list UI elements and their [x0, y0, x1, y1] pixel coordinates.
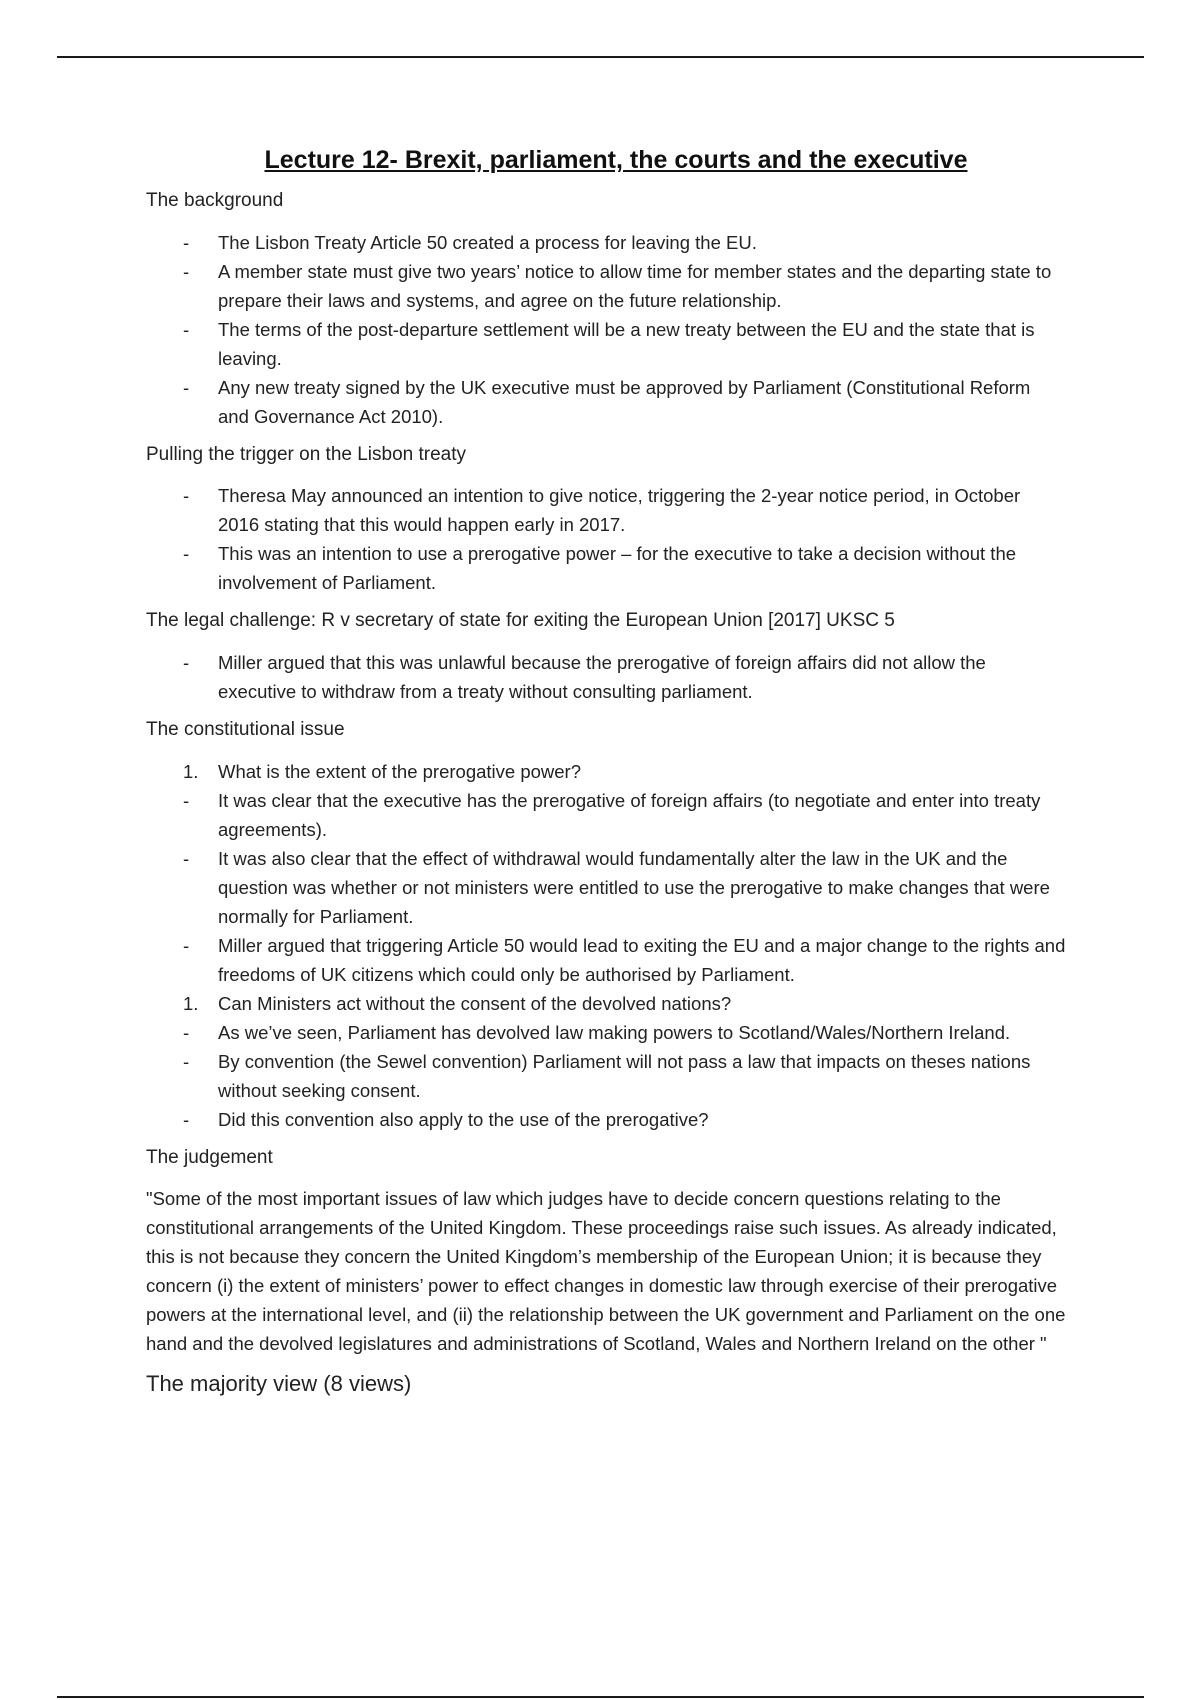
- bullet-list: [146, 481, 1066, 597]
- list-item: [146, 931, 1066, 989]
- list-marker: -: [183, 485, 190, 507]
- bullet-list: [146, 228, 1066, 431]
- list-item: [146, 1105, 1066, 1134]
- list-item-text: Miller argued that triggering Article 50 would lead to exiting the EU and a major change to the rights and freedoms of UK citizens which could only be authorised by Parliament.: [218, 934, 1066, 985]
- list-item: [146, 373, 1066, 431]
- list-marker: 1.: [183, 992, 199, 1014]
- list-item: [146, 315, 1066, 373]
- list-item-text: The terms of the post-departure settlement will be a new treaty between the EU and the state that is leaving.: [218, 318, 1035, 369]
- section-heading: The background: [146, 190, 284, 211]
- list-marker: -: [183, 934, 190, 956]
- list-marker: -: [183, 789, 190, 811]
- list-item-text: By convention (the Sewel convention) Parliament will not pass a law that impacts on theses nations without seeking consent.: [218, 1050, 1031, 1101]
- list-item: [146, 648, 1066, 706]
- list-item: [146, 539, 1066, 597]
- list-marker: -: [183, 260, 190, 282]
- bottom-rule: [57, 1696, 1144, 1698]
- list-item-text: A member state must give two years’ notice to allow time for member states and the departing state to prepare their laws and systems, and agree on the future relationship.: [218, 260, 1052, 311]
- document-body: [146, 146, 1066, 1413]
- list-item-text: Theresa May announced an intention to give notice, triggering the 2-year notice period, in October 2016 stating that this would happen early in 2017.: [218, 485, 1021, 536]
- section-heading: Pulling the trigger on the Lisbon treaty: [146, 443, 467, 465]
- list-item-text: Miller argued that this was unlawful because the prerogative of foreign affairs did not allow the executive to withdraw from a treaty without consulting parliament.: [218, 652, 986, 703]
- list-marker: -: [183, 543, 190, 565]
- list-item: [146, 786, 1066, 844]
- list-item: [146, 257, 1066, 315]
- list-marker: -: [183, 1021, 190, 1043]
- top-rule: [57, 56, 1144, 58]
- list-marker: -: [183, 376, 190, 398]
- list-marker: -: [183, 652, 190, 674]
- list-item-text: The Lisbon Treaty Article 50 created a process for leaving the EU.: [218, 231, 757, 253]
- list-item-text: What is the extent of the prerogative power?: [218, 760, 582, 782]
- list-marker: -: [183, 1050, 190, 1072]
- section-heading: The constitutional issue: [146, 719, 345, 741]
- list-marker: -: [183, 847, 190, 869]
- list-marker: 1.: [183, 760, 199, 782]
- list-item: [146, 1018, 1066, 1047]
- list-item: [146, 757, 1066, 786]
- list-marker: -: [183, 231, 190, 253]
- list-marker: -: [183, 318, 190, 340]
- judgement-quote: "Some of the most important issues of law which judges have to decide concern questions relating to the constitutional arrangements of the United Kingdom. These proceedings raise such issues. As already indicated, this is not because they concern the United Kingdom’s membership of the European Union; it is because they concern (i) the extent of ministers’ power to effect changes in domestic law through exercise of their prerogative powers at the international level, and (ii) the relationship between the UK government and Parliament on the one hand and the devolved legislatures and administrations of Scotland, Wales and Northern Ireland on the other ": [146, 1188, 1066, 1355]
- bullet-list: [146, 757, 1066, 1134]
- list-item: [146, 989, 1066, 1018]
- list-item: [146, 1047, 1066, 1105]
- list-item-text: This was an intention to use a prerogative power – for the executive to take a decision without the involvement of Parliament.: [218, 543, 1017, 594]
- list-item: [146, 228, 1066, 257]
- list-item-text: It was also clear that the effect of withdrawal would fundamentally alter the law in the UK and the question was whether or not ministers were entitled to use the prerogative to make changes that were normally for Parliament.: [218, 847, 1050, 927]
- bullet-list: [146, 648, 1066, 706]
- list-item-text: It was clear that the executive has the prerogative of foreign affairs (to negotiate and enter into treaty agreements).: [218, 789, 1041, 840]
- section-heading: The legal challenge: R v secretary of state for exiting the European Union [2017] UKSC 5: [146, 610, 895, 632]
- list-item-text: Can Ministers act without the consent of the devolved nations?: [218, 992, 732, 1014]
- page-title: Lecture 12- Brexit, parliament, the courts and the executive: [264, 146, 968, 174]
- list-marker: -: [183, 1108, 190, 1130]
- list-item-text: Any new treaty signed by the UK executive must be approved by Parliament (Constitutional Reform and Governance Act 2010).: [218, 376, 1031, 427]
- majority-view-heading: The majority view (8 views): [146, 1371, 412, 1397]
- list-item: [146, 844, 1066, 931]
- list-item-text: Did this convention also apply to the use of the prerogative?: [218, 1108, 709, 1130]
- judgement-heading: The judgement: [146, 1146, 273, 1168]
- list-item-text: As we’ve seen, Parliament has devolved law making powers to Scotland/Wales/Northern Ireland.: [218, 1021, 1011, 1043]
- list-item: [146, 481, 1066, 539]
